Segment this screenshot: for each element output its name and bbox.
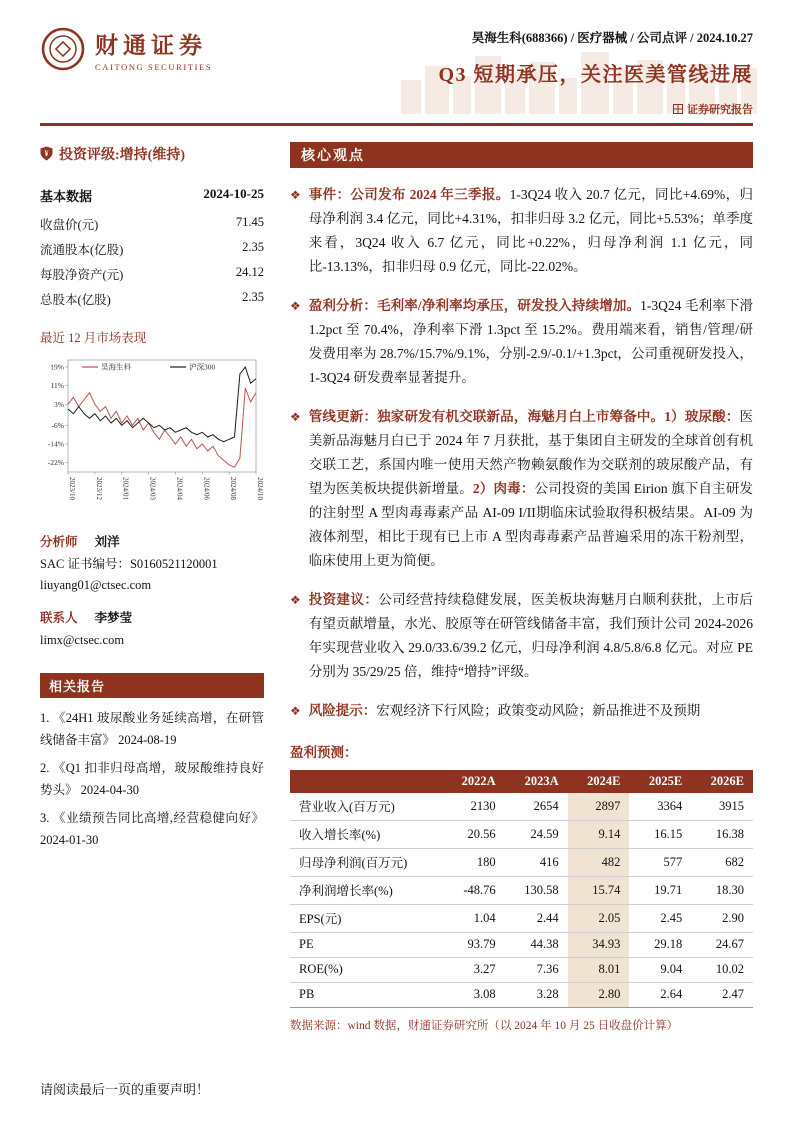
- table-cell: 2.47: [691, 982, 753, 1007]
- table-cell: 16.15: [629, 820, 691, 848]
- table-row: [290, 848, 753, 876]
- table-cell: 416: [505, 848, 568, 876]
- table-cell: 3.28: [505, 982, 568, 1007]
- table-header-cell: 2023A: [505, 770, 568, 793]
- diamond-bullet-icon: ❖: [290, 409, 301, 424]
- table-cell: 2.64: [629, 982, 691, 1007]
- table-cell: 15.74: [568, 876, 630, 904]
- table-row: [290, 932, 753, 957]
- analyst-role: 分析师: [40, 534, 78, 549]
- table-cell: 1.04: [442, 904, 505, 932]
- related-reports-list: [40, 707, 264, 852]
- svg-text:2023/12: 2023/12: [94, 476, 103, 500]
- table-cell: 收入增长率(%): [290, 820, 442, 848]
- table-cell: 482: [568, 848, 630, 876]
- svg-text:11%: 11%: [50, 380, 64, 390]
- table-cell: EPS(元): [290, 904, 442, 932]
- table-cell: PE: [290, 932, 442, 957]
- diamond-bullet-icon: ❖: [290, 592, 301, 607]
- table-cell: PB: [290, 982, 442, 1007]
- svg-text:2024/06: 2024/06: [202, 476, 211, 500]
- table-cell: 682: [691, 848, 753, 876]
- table-header-cell: 2025E: [629, 770, 691, 793]
- bullet-lead: 投资建议：: [308, 591, 379, 607]
- table-row: [290, 904, 753, 932]
- basic-row-label: 每股净资产(元): [40, 268, 124, 282]
- report-title: Q3 短期承压，关注医美管线进展: [438, 64, 753, 86]
- basic-data-row: [40, 212, 264, 237]
- svg-text:2023/10: 2023/10: [68, 476, 76, 500]
- svg-text:2024/03: 2024/03: [148, 476, 157, 500]
- bullet-body: 宏观经济下行风险；政策变动风险；新品推进不及预期: [376, 702, 701, 718]
- table-cell: 3.27: [442, 957, 505, 982]
- svg-text:昊海生科: 昊海生科: [101, 362, 131, 371]
- table-header-cell: [290, 770, 442, 793]
- table-cell: 8.01: [568, 957, 630, 982]
- table-row: [290, 876, 753, 904]
- analyst-name: 刘洋: [94, 534, 120, 549]
- svg-text:沪深300: 沪深300: [189, 362, 216, 371]
- svg-text:¥: ¥: [44, 149, 49, 158]
- table-cell: 34.93: [568, 932, 630, 957]
- bullet-body: 医美新品海魅月白已于 2024 年 7 月获批，基于集团自主研发的全球首创有机交联工艺，系国内唯一使用天然产物赖氨酸作为交联剂的玻尿酸产品，有望为医美板块提供新增量。: [308, 408, 753, 496]
- header-divider: [40, 123, 753, 126]
- table-cell: 净利润增长率(%): [290, 876, 442, 904]
- report-type-label: 证券研究报告: [687, 104, 753, 116]
- bullet-item: [290, 294, 753, 390]
- table-cell: 9.04: [629, 957, 691, 982]
- bullet-lead: 风险提示：: [308, 702, 377, 718]
- table-cell: 营业收入(百万元): [290, 793, 442, 821]
- basic-row-label: 流通股本(亿股): [40, 243, 124, 257]
- table-cell: 9.14: [568, 820, 630, 848]
- caitong-logo: [40, 26, 212, 72]
- svg-text:3%: 3%: [54, 399, 64, 409]
- table-row: [290, 793, 753, 821]
- svg-text:2024/01: 2024/01: [121, 476, 130, 500]
- table-header-cell: 2026E: [691, 770, 753, 793]
- grid-icon: [673, 104, 683, 114]
- svg-text:2024/08: 2024/08: [229, 476, 238, 500]
- svg-text:-6%: -6%: [51, 420, 64, 430]
- market-performance-title: 最近 12 月市场表现: [40, 330, 147, 345]
- bullet-body: 1-3Q24 毛利率下滑 1.2pct 至 70.4%，净利率下滑 1.3pct 至 15.2%。费用端来看，销售/管理/研发费用率为 28.7%/15.7%/9.1%，分别-2.9/-0.1/+1.3pct，公司重视研发投入，1-3Q24 研发费率显著提升。: [308, 297, 754, 385]
- stock-info-line: 昊海生科(688366) / 医疗器械 / 公司点评 / 2024.10.27: [471, 31, 753, 45]
- table-cell: 2.90: [691, 904, 753, 932]
- core-view-header: 核心观点: [290, 142, 753, 168]
- logo-cn-text: 财通证券: [95, 32, 207, 58]
- table-cell: 130.58: [505, 876, 568, 904]
- svg-text:2024/04: 2024/04: [175, 476, 184, 500]
- basic-data-row: [40, 237, 264, 262]
- report-header: [40, 26, 753, 126]
- table-header-row: [290, 770, 753, 793]
- table-cell: 10.02: [691, 957, 753, 982]
- svg-text:19%: 19%: [50, 362, 64, 371]
- table-cell: 7.36: [505, 957, 568, 982]
- diamond-bullet-icon: ❖: [290, 703, 301, 718]
- market-chart-svg: [40, 354, 264, 518]
- contact-role: 联系人: [40, 611, 78, 626]
- basic-row-value: 2.35: [242, 290, 264, 304]
- table-cell: 18.30: [691, 876, 753, 904]
- bullet-text: [309, 588, 753, 684]
- basic-data-rows: [40, 212, 264, 312]
- table-cell: 180: [442, 848, 505, 876]
- basic-row-value: 24.12: [235, 265, 264, 279]
- table-cell: 2.80: [568, 982, 630, 1007]
- related-report-item: 1. 《24H1 玻尿酸业务延续高增，在研管线储备丰富》 2024-08-19: [40, 710, 264, 748]
- bullet-lead: 事件：公司发布 2024 年三季报。: [308, 186, 510, 202]
- report-type-badge: [212, 101, 753, 117]
- diamond-bullet-icon: ❖: [290, 187, 301, 202]
- bullet-item: [290, 588, 753, 684]
- bullet-item: [290, 699, 753, 723]
- table-cell: 29.18: [629, 932, 691, 957]
- rating-shield-icon: [40, 146, 53, 161]
- main-content: [290, 142, 753, 1033]
- bullet-text: [309, 699, 753, 723]
- table-row: [290, 820, 753, 848]
- forecast-table: [290, 770, 753, 1008]
- table-header-cell: 2022A: [442, 770, 505, 793]
- bullet-text: [309, 294, 753, 390]
- diamond-bullet-icon: ❖: [290, 298, 301, 313]
- sidebar: [40, 142, 264, 1033]
- market-performance-chart: [40, 354, 264, 522]
- basic-row-value: 2.35: [242, 240, 264, 254]
- table-cell: 577: [629, 848, 691, 876]
- table-row: [290, 982, 753, 1007]
- table-cell: 20.56: [442, 820, 505, 848]
- bullet-body: 公司经营持续稳健发展，医美板块海魅月白顺利获批，上市后有望贡献增量，水光、胶原等在研管线储备丰富，我们预计公司 2024-2026 年实现营业收入 29.0/33.6/39.2 亿元，归母净利润 4.8/5.8/6.8 亿元。对应 PE 分别为 35/29/25 倍，维持“增持”评级。: [308, 591, 754, 679]
- table-cell: 44.38: [505, 932, 568, 957]
- table-cell: 3915: [691, 793, 753, 821]
- table-cell: 93.79: [442, 932, 505, 957]
- analyst-cert: SAC 证书编号：S0160521120001: [40, 556, 218, 571]
- table-cell: 16.38: [691, 820, 753, 848]
- bullet-lead: 盈利分析：毛利率/净利率均承压，研发投入持续增加。: [308, 297, 641, 313]
- bullet-item: [290, 405, 753, 573]
- basic-data-date: 2024-10-25: [203, 185, 264, 201]
- table-cell: -48.76: [442, 876, 505, 904]
- basic-data-title: 基本数据: [40, 188, 93, 204]
- data-source-note: 数据来源：wind 数据，财通证券研究所（以 2024 年 10 月 25 日收盘价计算）: [290, 1019, 679, 1032]
- logo-emblem-icon: [40, 26, 86, 72]
- related-report-item: 2. 《Q1 扣非归母高增，玻尿酸维持良好势头》 2024-04-30: [40, 760, 264, 798]
- footer-disclaimer: 请阅读最后一页的重要声明！: [40, 1082, 210, 1097]
- analyst-block: [40, 532, 264, 597]
- contact-name: 李梦莹: [94, 611, 133, 626]
- bullet-text: [309, 405, 753, 573]
- contact-email[interactable]: limx@ctsec.com: [40, 632, 125, 647]
- bullet-body: 公司投资的美国 Eirion 旗下自主研发的注射型 A 型肉毒毒素产品 AI-09 I/II期临床试验取得积极结果。AI-09 为液体剂型，相比于现有已上市 A 型肉毒毒素产品普遍采用的冻干粉剂型，临床使用上更为简便。: [308, 480, 754, 568]
- contact-block: [40, 608, 264, 651]
- forecast-title: 盈利预测：: [290, 744, 358, 760]
- table-cell: 2130: [442, 793, 505, 821]
- basic-data-row: [40, 262, 264, 287]
- table-cell: 2.44: [505, 904, 568, 932]
- bullet-lead: 2）肉毒：: [472, 480, 535, 496]
- related-reports-header: 相关报告: [40, 673, 264, 698]
- table-cell: 2897: [568, 793, 630, 821]
- table-cell: 3364: [629, 793, 691, 821]
- bullet-body: 1-3Q24 收入 20.7 亿元，同比+4.69%，归母净利润 3.4 亿元，同比+4.31%，扣非归母 3.2 亿元，同比+5.53%；单季度来看，3Q24 收入 6.7 亿元，同比+0.22%，归母净利润 1.1 亿元，同比-13.13%，扣非归母 0.9 亿元，同比-22.02%。: [308, 186, 754, 274]
- investment-rating: [40, 142, 264, 166]
- table-cell: 3.08: [442, 982, 505, 1007]
- table-cell: 归母净利润(百万元): [290, 848, 442, 876]
- table-cell: 2654: [505, 793, 568, 821]
- table-row: [290, 957, 753, 982]
- bullet-item: [290, 183, 753, 279]
- related-report-item: 3. 《业绩预告同比高增,经营稳健向好》2024-01-30: [40, 810, 264, 848]
- table-cell: 24.67: [691, 932, 753, 957]
- svg-text:-22%: -22%: [47, 457, 64, 467]
- svg-text:-14%: -14%: [47, 439, 64, 448]
- logo-en-text: CAITONG SECURITIES: [95, 61, 213, 72]
- basic-row-label: 总股本(亿股): [40, 293, 111, 307]
- analyst-email[interactable]: liuyang01@ctsec.com: [40, 578, 152, 592]
- basic-data-row: [40, 287, 264, 312]
- bullets: [290, 183, 753, 723]
- svg-text:2024/10: 2024/10: [256, 476, 264, 500]
- bullet-lead: 管线更新：独家研发有机交联新品，海魅月白上市筹备中。1）玻尿酸：: [308, 408, 740, 424]
- table-cell: 24.59: [505, 820, 568, 848]
- table-cell: 19.71: [629, 876, 691, 904]
- table-cell: ROE(%): [290, 957, 442, 982]
- basic-row-value: 71.45: [235, 215, 264, 229]
- table-cell: 2.45: [629, 904, 691, 932]
- table-cell: 2.05: [568, 904, 630, 932]
- bullet-text: [309, 183, 753, 279]
- table-header-cell: 2024E: [568, 770, 630, 793]
- investment-rating-label: 投资评级:增持(维持): [59, 147, 185, 163]
- basic-row-label: 收盘价(元): [40, 218, 99, 232]
